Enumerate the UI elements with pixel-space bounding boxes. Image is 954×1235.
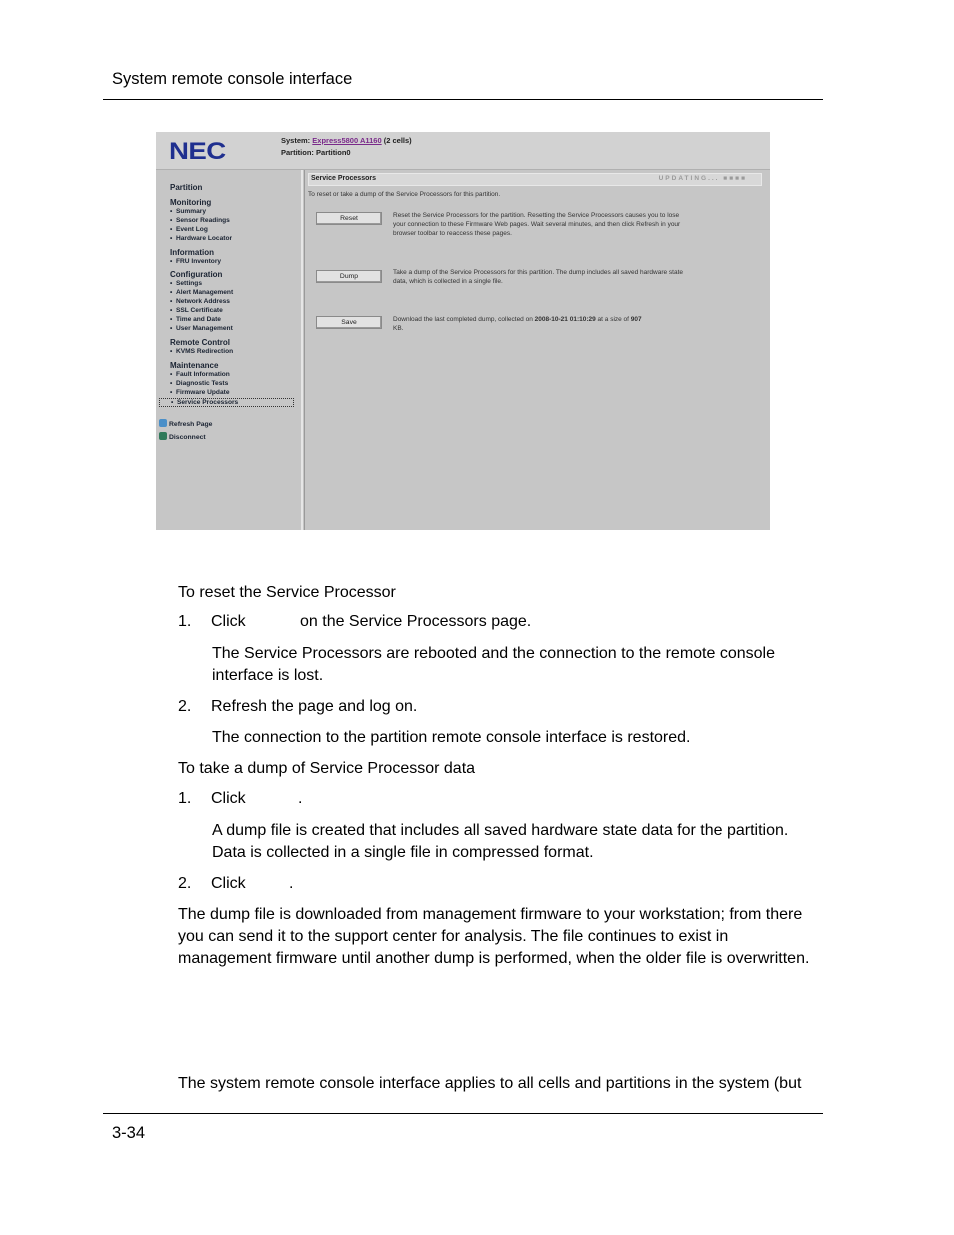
nav-user-management[interactable]: • User Management xyxy=(170,325,233,332)
step2-number: 2. xyxy=(178,698,192,715)
panel-title: Service Processors xyxy=(311,175,376,182)
dump-heading: To take a dump of Service Processor data xyxy=(178,760,476,777)
dstep2-text: . xyxy=(289,875,294,892)
header-rule xyxy=(103,99,823,100)
nav-fru-inventory[interactable]: • FRU Inventory xyxy=(170,258,222,265)
system-line: System: Express5800 A1160 (2 cells) xyxy=(281,136,412,145)
dstep2-number: 2. xyxy=(178,875,192,892)
dump-description: Take a dump of the Service Processors for this partition. The dump includes all saved hardware state data, which is collected in a single file. xyxy=(393,269,683,285)
dstep1-number: 1. xyxy=(178,790,192,807)
partition-line: Partition: Partition0 xyxy=(281,148,351,157)
disconnect-icon xyxy=(159,432,167,440)
step1-text: on the Service Processors page. xyxy=(300,613,532,630)
running-header: System remote console interface xyxy=(112,70,353,88)
step2-result: The connection to the partition remote console interface is restored. xyxy=(212,729,691,746)
dump-paragraph: The dump file is downloaded from management firmware to your workstation; from there you can send it to the support center for analysis. The file continues to exist in management firmware until another dump is performed, when the older file is overwritten. xyxy=(178,906,810,967)
nav-monitoring[interactable]: Monitoring xyxy=(170,198,212,207)
nav-summary[interactable]: • Summary xyxy=(170,208,207,215)
console-screenshot xyxy=(156,132,770,530)
step1-click: Click xyxy=(211,613,246,630)
refresh-page-link[interactable]: Refresh Page xyxy=(159,419,212,428)
dump-button[interactable]: Dump xyxy=(316,270,382,283)
nec-logo: NEC xyxy=(169,138,226,165)
nav-service-processors[interactable]: • Service Processors xyxy=(159,398,294,407)
console-sidebar xyxy=(156,170,303,530)
dstep1-result: A dump file is created that includes all saved hardware state data for the partition. Data is collected in a single file in compressed format. xyxy=(212,822,789,861)
page-number: 3-34 xyxy=(112,1124,146,1142)
nav-sensor-readings[interactable]: • Sensor Readings xyxy=(170,217,230,224)
nav-ssl-certificate[interactable]: • SSL Certificate xyxy=(170,307,223,314)
disconnect-link[interactable]: Disconnect xyxy=(159,432,206,441)
panel-titlebar xyxy=(308,173,762,186)
step1-number: 1. xyxy=(178,613,192,630)
footer-rule xyxy=(103,1113,823,1114)
dstep1-click: Click xyxy=(211,790,246,807)
nav-partition[interactable]: Partition xyxy=(170,183,203,192)
nav-settings[interactable]: • Settings xyxy=(170,280,202,287)
final-paragraph: The system remote console interface applies to all cells and partitions in the system (but xyxy=(178,1075,802,1092)
reset-heading: To reset the Service Processor xyxy=(178,584,396,601)
nav-hardware-locator[interactable]: • Hardware Locator xyxy=(170,235,233,242)
nav-information[interactable]: Information xyxy=(170,248,214,257)
save-button[interactable]: Save xyxy=(316,316,382,329)
nav-configuration[interactable]: Configuration xyxy=(170,270,223,279)
step1-result: The Service Processors are rebooted and the connection to the remote console interface is lost. xyxy=(212,645,775,684)
save-description: Download the last completed dump, collected on 2008-10-21 01:10:29 at a size of 907 KB. xyxy=(393,316,642,332)
nav-time-date[interactable]: • Time and Date xyxy=(170,316,221,323)
system-link[interactable]: Express5800 A1160 xyxy=(312,136,382,145)
nav-kvms-redirection[interactable]: • KVMS Redirection xyxy=(170,348,234,355)
nav-diagnostic-tests[interactable]: • Diagnostic Tests xyxy=(170,380,229,387)
panel-intro: To reset or take a dump of the Service Processors for this partition. xyxy=(308,191,501,198)
refresh-icon xyxy=(159,419,167,427)
nav-fault-information[interactable]: • Fault Information xyxy=(170,371,230,378)
console-main-panel xyxy=(304,170,770,530)
nav-alert-management[interactable]: • Alert Management xyxy=(170,289,234,296)
console-header xyxy=(156,132,770,170)
reset-button[interactable]: Reset xyxy=(316,212,382,225)
nav-maintenance[interactable]: Maintenance xyxy=(170,361,219,370)
step2-text: Refresh the page and log on. xyxy=(211,698,418,715)
nav-remote-control[interactable]: Remote Control xyxy=(170,338,230,347)
reset-description: Reset the Service Processors for the partition. Resetting the Service Processors causes you to lose your connection to these Firmware Web pages. Wait several minutes, and then click Refresh in your browser toolbar to reaccess these pages. xyxy=(393,212,681,237)
nav-firmware-update[interactable]: • Firmware Update xyxy=(170,389,230,396)
nav-event-log[interactable]: • Event Log xyxy=(170,226,208,233)
dstep1-text: . xyxy=(298,790,303,807)
updating-indicator: UPDATING... ■■■■ xyxy=(658,175,747,182)
nav-network-address[interactable]: • Network Address xyxy=(170,298,230,305)
dstep2-click: Click xyxy=(211,875,246,892)
